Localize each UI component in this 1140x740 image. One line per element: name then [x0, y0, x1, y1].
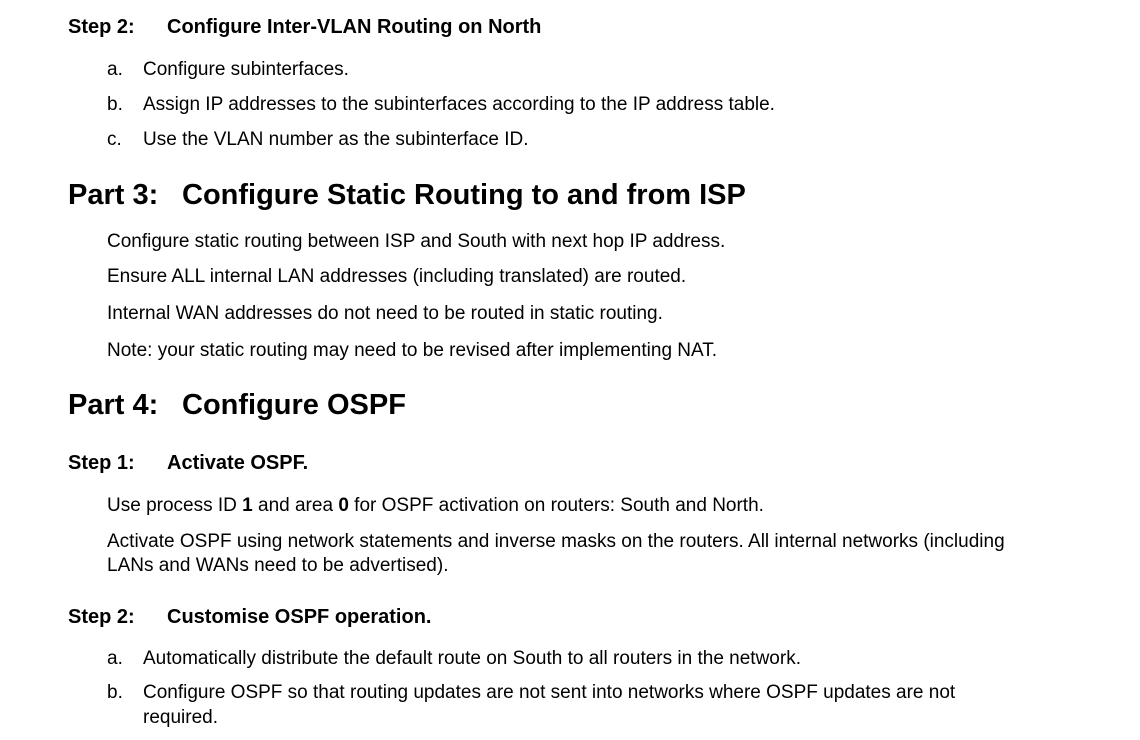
- list-item: [107, 58, 349, 82]
- part-title: Configure Static Routing to and from ISP: [182, 179, 746, 211]
- paragraph: Internal WAN addresses do not need to be routed in static routing.: [107, 303, 663, 324]
- paragraph: Configure static routing between ISP and South with next hop IP address.: [107, 231, 726, 252]
- area-id: 0: [338, 495, 349, 516]
- list-item: [107, 681, 955, 705]
- list-item: [107, 128, 528, 152]
- text: Use process ID: [107, 495, 243, 516]
- step2-intervlan-heading: [68, 15, 541, 39]
- process-id: 1: [242, 495, 253, 516]
- step-label: Step 2:: [68, 16, 135, 38]
- list-text: Assign IP addresses to the subinterfaces according to the IP address table.: [143, 94, 775, 115]
- list-text-continuation: required.: [143, 707, 218, 728]
- text: for OSPF activation on routers: South and North.: [348, 495, 764, 516]
- list-marker: b.: [107, 682, 123, 703]
- list-marker: a.: [107, 59, 123, 80]
- step-label: Step 1:: [68, 452, 135, 474]
- paragraph: Activate OSPF using network statements and inverse masks on the routers. All internal networks (including: [107, 531, 1005, 552]
- step2-ospf-heading: [68, 605, 431, 629]
- paragraph: [107, 494, 764, 518]
- list-text: Configure subinterfaces.: [143, 59, 349, 80]
- part-title: Configure OSPF: [182, 389, 406, 421]
- paragraph: Note: your static routing may need to be revised after implementing NAT.: [107, 340, 718, 361]
- part3-heading: [68, 178, 746, 212]
- list-marker: c.: [107, 129, 122, 150]
- list-text: Configure OSPF so that routing updates are not sent into networks where OSPF updates are not: [143, 682, 956, 703]
- paragraph-continuation: LANs and WANs need to be advertised).: [107, 555, 449, 576]
- list-text: Automatically distribute the default route on South to all routers in the network.: [143, 648, 801, 669]
- list-marker: a.: [107, 648, 123, 669]
- list-item: [107, 93, 775, 117]
- part-label: Part 4:: [68, 389, 159, 421]
- list-item: [107, 647, 801, 671]
- step-title: Activate OSPF.: [167, 452, 309, 474]
- step-label: Step 2:: [68, 606, 135, 628]
- step1-ospf-heading: [68, 451, 308, 475]
- part-label: Part 3:: [68, 179, 159, 211]
- step-title: Configure Inter-VLAN Routing on North: [167, 16, 542, 38]
- step-title: Customise OSPF operation.: [167, 606, 432, 628]
- paragraph: Ensure ALL internal LAN addresses (including translated) are routed.: [107, 266, 687, 287]
- part4-heading: [68, 388, 406, 422]
- list-marker: b.: [107, 94, 123, 115]
- list-text: Use the VLAN number as the subinterface ID.: [143, 129, 529, 150]
- text: and area: [252, 495, 339, 516]
